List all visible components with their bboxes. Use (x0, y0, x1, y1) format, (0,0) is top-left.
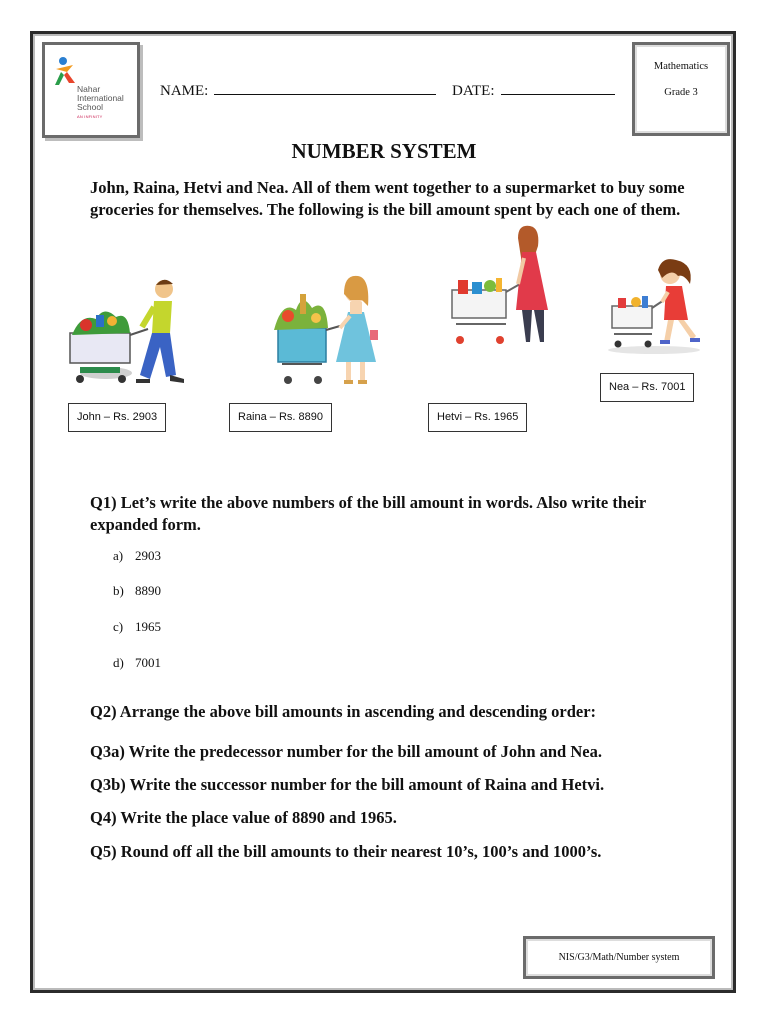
date-label: DATE: (452, 83, 495, 99)
subject-box (632, 42, 730, 136)
date-field[interactable] (452, 80, 615, 100)
question-3b: Q3b) Write the successor number for the bill amount of Raina and Hetvi. (90, 775, 605, 794)
date-blank[interactable] (501, 80, 615, 95)
option-value: 2903 (135, 548, 161, 563)
q1-option-c (113, 619, 161, 635)
school-tagline: AN INFINITY (77, 114, 103, 119)
grade-label: Grade 3 (664, 87, 698, 98)
school-name-line: Nahar (77, 84, 101, 94)
bill-label-hetvi: Hetvi – Rs. 1965 (428, 403, 527, 432)
option-letter: d) (113, 655, 124, 670)
hetvi-shopping-cart-illustration (448, 224, 556, 348)
option-letter: a) (113, 548, 124, 563)
subject-label: Mathematics (653, 61, 709, 72)
john-shopping-cart-illustration (66, 275, 196, 393)
school-name-line: International (77, 93, 124, 103)
school-name (77, 85, 124, 112)
bill-label-john: John – Rs. 2903 (68, 403, 166, 432)
name-field[interactable] (160, 80, 436, 100)
question-5: Q5) Round off all the bill amounts to their nearest 10’s, 100’s and 1000’s. (90, 842, 602, 861)
option-letter: b) (113, 583, 124, 598)
question-1: Q1) Let’s write the above numbers of the bill amount in words. Also write their expanded form. (90, 493, 646, 534)
name-label: NAME: (160, 83, 209, 99)
raina-shopping-cart-illustration (266, 272, 386, 392)
bill-label-raina: Raina – Rs. 8890 (229, 403, 332, 432)
question-3a: Q3a) Write the predecessor number for the bill amount of John and Nea. (90, 742, 602, 761)
option-value: 1965 (135, 619, 161, 634)
name-blank[interactable] (214, 80, 436, 95)
intro-paragraph: John, Raina, Hetvi and Nea. All of them went together to a supermarket to buy some groceries for themselves. The following is the bill amount spent by each one of them. (90, 178, 685, 219)
q1-option-a (113, 548, 161, 564)
question-2: Q2) Arrange the above bill amounts in ascending and descending order: (90, 702, 597, 721)
option-value: 7001 (135, 655, 161, 670)
bill-label-nea: Nea – Rs. 7001 (600, 373, 694, 402)
page-title: NUMBER SYSTEM (291, 139, 477, 163)
option-letter: c) (113, 619, 124, 634)
school-name-line: School (77, 102, 103, 112)
footer-code: NIS/G3/Math/Number system (523, 936, 715, 979)
school-logo (42, 42, 140, 138)
q1-option-d (113, 655, 161, 671)
nea-shopping-cart-illustration (604, 256, 708, 356)
q1-option-b (113, 583, 161, 599)
option-value: 8890 (135, 583, 161, 598)
question-4: Q4) Write the place value of 8890 and 1965. (90, 808, 397, 827)
